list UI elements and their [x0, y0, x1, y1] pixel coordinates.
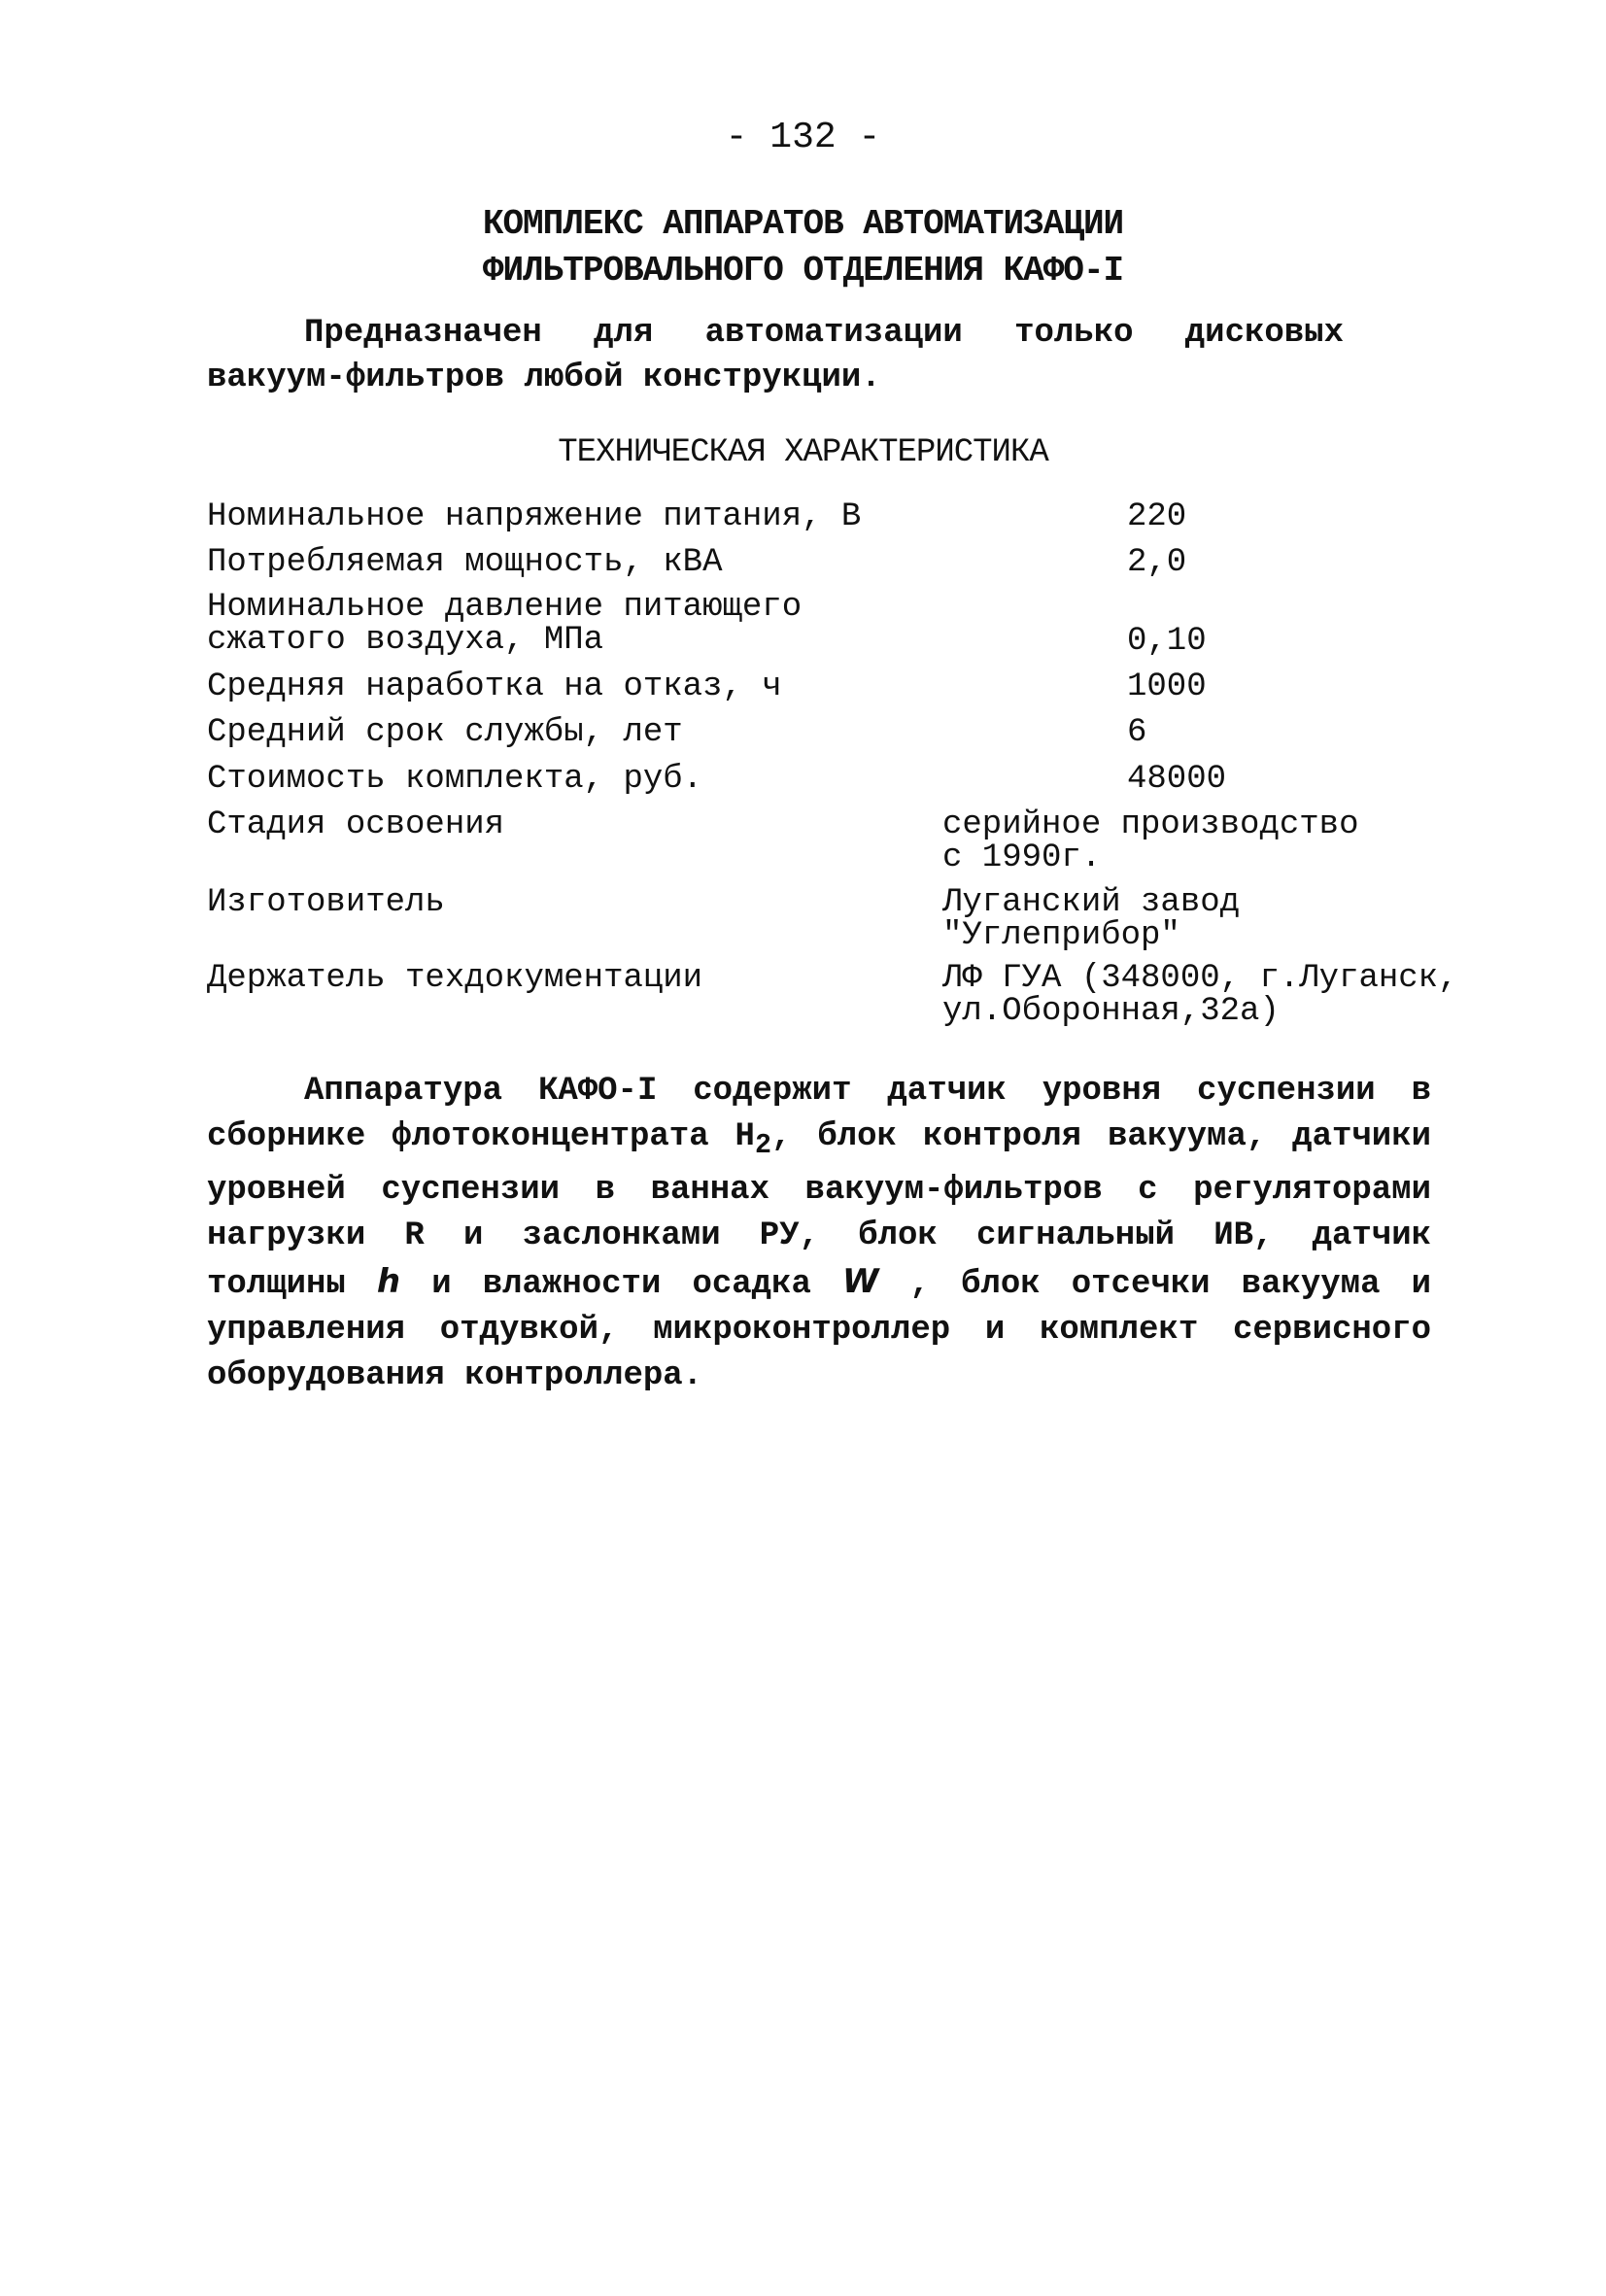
- spec-label: Средний срок службы, лет: [207, 714, 683, 751]
- body-text-part-1: Аппаратура КАФО-I содержит датчик уровня суспензии в сборнике флотоконцентрата Н: [207, 1073, 1431, 1155]
- spec-label: Стадия освоения: [207, 806, 505, 843]
- spec-value: 220: [1127, 498, 1187, 535]
- body-text-part-3: и влажности осадка: [400, 1265, 842, 1303]
- body-text-part-2: , блок контроля вакуума, датчики уровней суспензии в ваннах вакуум-фильтров с регуляторами нагрузки R и заслонками РУ, блок сигнальный ИВ, датчик толщины: [207, 1118, 1432, 1303]
- spec-label: Средняя наработка на отказ, ч: [207, 668, 782, 705]
- spec-value: 48000: [1127, 761, 1227, 798]
- spec-label: Номинальное давление питающего сжатого воздуха, МПа: [207, 589, 803, 659]
- document-title-line-2: ФИЛЬТРОВАЛЬНОГО ОТДЕЛЕНИЯ КАФО-I: [482, 251, 1124, 291]
- page-number: - 132 -: [725, 117, 881, 158]
- spec-heading: ТЕХНИЧЕСКАЯ ХАРАКТЕРИСТИКА: [558, 434, 1048, 471]
- spec-value: Луганский завод "Углеприбор": [942, 884, 1241, 954]
- intro-paragraph: [207, 311, 1344, 400]
- body-paragraph: [207, 1069, 1431, 1399]
- intro-text: Предназначен для автоматизации только дисковых вакуум-фильтров любой конструкции.: [207, 315, 1344, 396]
- spec-value: серийное производство с 1990г.: [942, 806, 1359, 876]
- spec-label: Номинальное напряжение питания, В: [207, 498, 862, 535]
- moisture-symbol: W: [841, 1261, 879, 1301]
- spec-value: 2,0: [1127, 544, 1187, 581]
- body-text: [207, 1069, 1431, 1399]
- spec-label: Стоимость комплекта, руб.: [207, 761, 703, 798]
- body-text-part-4: , блок отсечки вакуума и управления отдувкой, микроконтроллер и комплект сервисного оборудования контроллера.: [207, 1265, 1431, 1394]
- spec-label: Держатель техдокументации: [207, 960, 703, 997]
- document-title-line-1: КОМПЛЕКС АППАРАТОВ АВТОМАТИЗАЦИИ: [482, 204, 1124, 244]
- spec-value: 1000: [1127, 668, 1207, 705]
- spec-value: ЛФ ГУА (348000, г.Луганск, ул.Оборонная,32а): [942, 960, 1458, 1030]
- spec-label: Изготовитель: [207, 884, 445, 921]
- spec-value: 6: [1127, 714, 1147, 751]
- thickness-symbol: h: [376, 1261, 401, 1301]
- subscript: 2: [754, 1128, 771, 1161]
- spec-value: 0,10: [1127, 623, 1207, 660]
- spec-label: Потребляемая мощность, кВА: [207, 544, 723, 581]
